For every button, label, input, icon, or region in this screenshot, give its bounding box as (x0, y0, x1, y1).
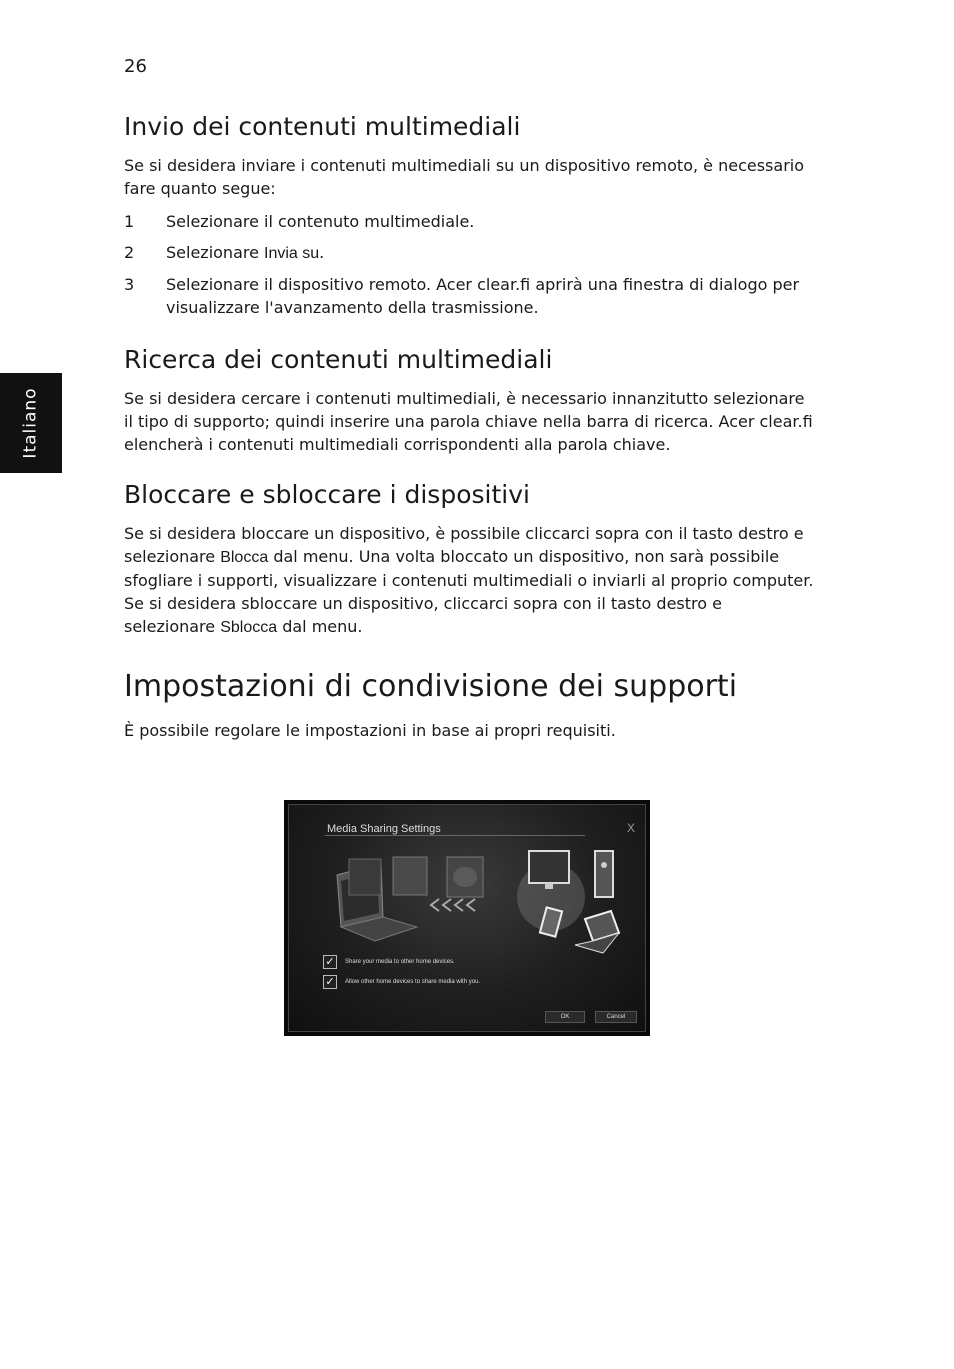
ok-button[interactable]: OK (545, 1011, 585, 1023)
checkbox-label: Share your media to other home devices. (345, 959, 455, 965)
step-item (124, 241, 814, 265)
chapter-heading: Impostazioni di condivisione dei supporti (124, 669, 738, 704)
section-heading: Invio dei contenuti multimediali (124, 112, 521, 141)
menu-keyword: Blocca (220, 549, 269, 566)
section-body (124, 522, 814, 639)
media-sharing-screenshot (284, 800, 650, 1036)
checkbox-checked-icon[interactable]: ✓ (323, 955, 337, 969)
step-number: 1 (124, 212, 135, 231)
step-item (124, 273, 814, 319)
section-body: Se si desidera cercare i contenuti multimediali, è necessario innanzitutto selezionare il tipo di supporto; quindi inserire una parola chiave nella barra di ricerca. Acer clear.fi elencherà i contenuti multimediali corrispondenti alla parola chiave. (124, 389, 813, 454)
section-sharing-settings (124, 669, 814, 742)
language-side-tab (0, 373, 62, 473)
section-send-media (124, 112, 814, 319)
checkbox-label: Allow other home devices to share media with you. (345, 979, 481, 985)
section-heading: Bloccare e sbloccare i dispositivi (124, 480, 530, 509)
desktop-tower-icon (595, 851, 613, 897)
step-item (124, 210, 814, 233)
small-laptop-icon (575, 911, 619, 953)
body-part: Se si desidera bloccare un dispositivo, è possibile cliccarci sopra con il tasto destro e selezionare (124, 524, 804, 566)
transfer-arrows-icon (431, 899, 475, 911)
step-text: Selezionare il dispositivo remoto. Acer clear.fi aprirà una finestra di dialogo per visualizzare l'avanzamento della trasmissione. (166, 275, 800, 317)
body-part: dal menu. Una volta bloccato un dispositivo, non sarà possibile sfogliare i supporti, visualizzare i contenuti multimediali o inviarli al proprio computer. Se si desidera sbloccare un dispositivo, cliccarci sopra con il tasto destro e selezionare (124, 547, 814, 636)
section-lock-devices (124, 480, 814, 639)
section-search-media (124, 345, 814, 456)
menu-keyword: Sblocca (220, 619, 278, 636)
section-intro: Se si desidera inviare i contenuti multimediali su un dispositivo remoto, è necessario fare quanto segue: (124, 156, 805, 198)
media-sharing-window (288, 804, 646, 1032)
media-thumbnail-icon (349, 857, 483, 897)
page-content (124, 112, 814, 752)
checkbox-checked-icon[interactable]: ✓ (323, 975, 337, 989)
step-number: 3 (124, 275, 135, 294)
step-text: Selezionare il contenuto multimediale. (166, 212, 475, 231)
page-number: 26 (124, 56, 147, 77)
close-icon[interactable]: X (626, 821, 635, 835)
allow-sharing-option[interactable] (323, 975, 480, 989)
window-title: Media Sharing Settings (327, 823, 441, 835)
step-number: 2 (124, 243, 135, 262)
cancel-button[interactable]: Cancel (595, 1011, 637, 1023)
step-text-before: Selezionare (166, 243, 265, 262)
section-body: È possibile regolare le impostazioni in base ai propri requisiti. (124, 721, 616, 740)
monitor-icon (529, 851, 569, 889)
step-text-after: . (319, 243, 325, 262)
menu-keyword: Invia su (264, 245, 320, 262)
step-text (166, 241, 324, 265)
body-part: dal menu. (277, 617, 363, 636)
language-label: Italiano (21, 387, 42, 459)
share-media-option[interactable] (323, 955, 455, 969)
section-heading: Ricerca dei contenuti multimediali (124, 345, 553, 374)
